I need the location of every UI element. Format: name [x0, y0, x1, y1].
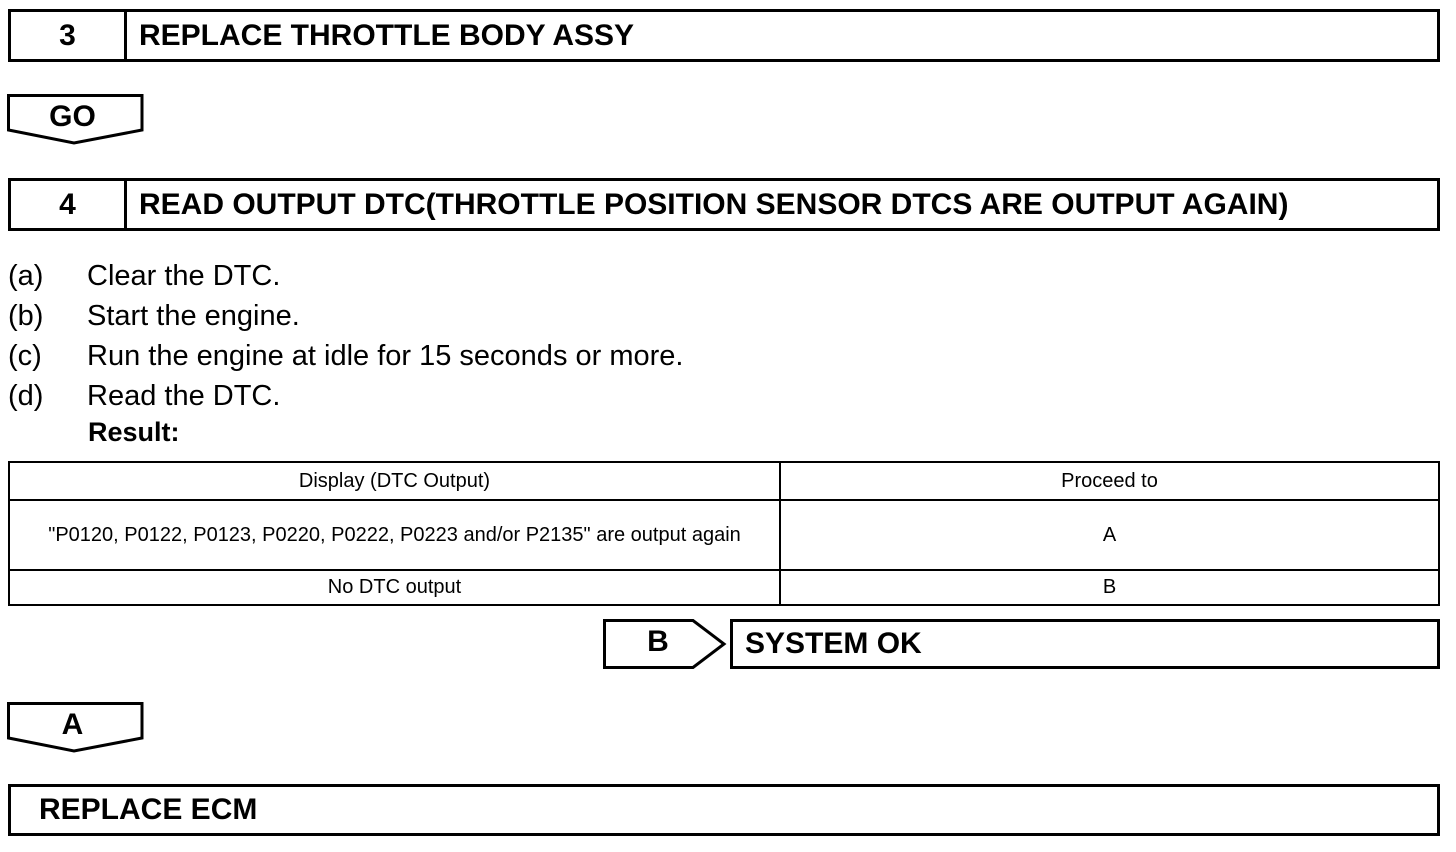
result-heading: Result: — [88, 417, 180, 447]
list-item-label: (c) — [8, 340, 42, 372]
step-number: 4 — [11, 181, 127, 228]
table-cell: B — [780, 570, 1439, 605]
list-item-text: Start the engine. — [87, 300, 300, 332]
step-3-header — [8, 9, 1440, 62]
go-tag — [7, 94, 145, 146]
table-header-row — [9, 462, 1439, 500]
step-title: READ OUTPUT DTC(THROTTLE POSITION SENSOR DTCS ARE OUTPUT AGAIN) — [139, 187, 1289, 221]
branch-a-tag — [7, 702, 145, 754]
list-item-label: (b) — [8, 300, 44, 332]
branch-b-label: B — [647, 625, 669, 658]
system-ok-box: SYSTEM OK — [730, 619, 1440, 669]
table-header-cell: Display (DTC Output) — [9, 462, 780, 500]
list-item-label: (a) — [8, 260, 44, 292]
list-item-text: Run the engine at idle for 15 seconds or more. — [87, 340, 684, 372]
table-header-cell: Proceed to — [780, 462, 1439, 500]
branch-b-tag — [603, 619, 727, 669]
list-item — [8, 336, 683, 376]
list-item-label: (d) — [8, 380, 44, 412]
step-4-header — [8, 178, 1440, 231]
go-tag-label: GO — [49, 100, 96, 133]
table-cell: "P0120, P0122, P0123, P0220, P0222, P0223 and/or P2135" are output again — [9, 500, 780, 570]
list-item-text: Read the DTC. — [87, 380, 281, 412]
instruction-list — [8, 256, 683, 416]
table-row — [9, 570, 1439, 605]
replace-ecm-box: REPLACE ECM — [8, 784, 1440, 836]
table-row — [9, 500, 1439, 570]
result-table — [8, 461, 1440, 606]
branch-a-label: A — [61, 708, 84, 741]
list-item — [8, 256, 683, 296]
list-item — [8, 296, 683, 336]
step-number: 3 — [11, 12, 127, 59]
table-cell: A — [780, 500, 1439, 570]
list-item-text: Clear the DTC. — [87, 260, 281, 292]
list-item — [8, 376, 683, 416]
table-cell: No DTC output — [9, 570, 780, 605]
step-title: REPLACE THROTTLE BODY ASSY — [139, 18, 635, 52]
